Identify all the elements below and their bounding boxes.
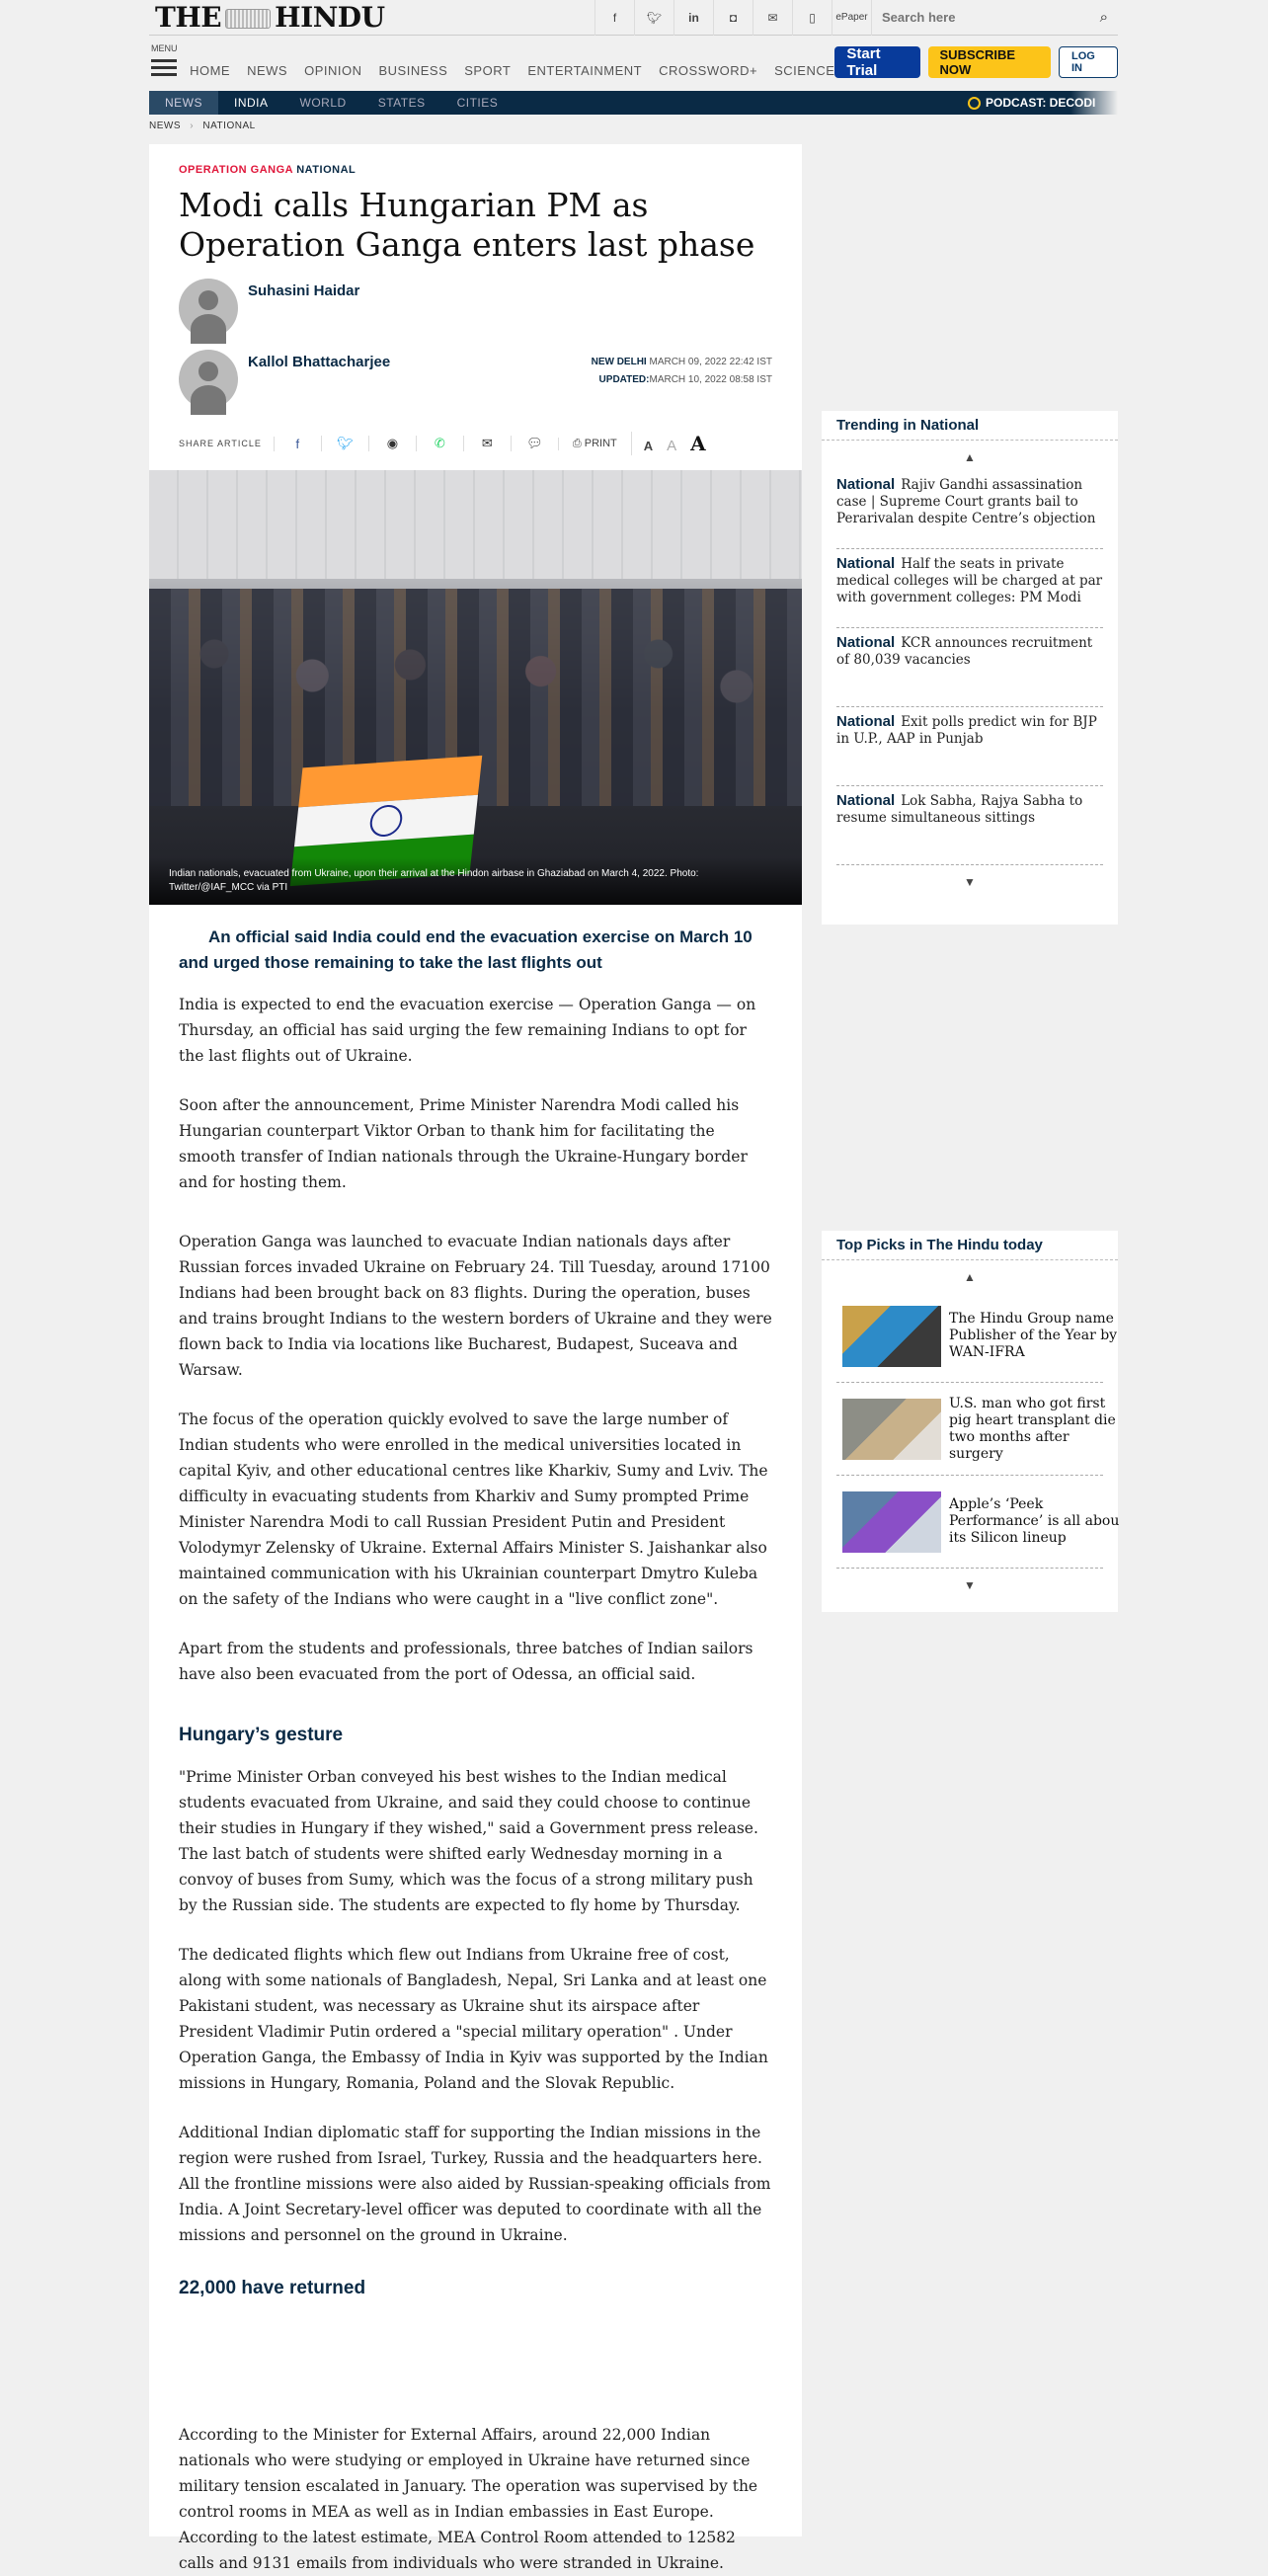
- author-name[interactable]: Suhasini Haidar: [248, 282, 360, 299]
- top-picks-widget: [822, 1231, 1118, 1612]
- trending-item[interactable]: [836, 786, 1103, 865]
- podcast-label: PODCAST: DECODI: [986, 96, 1096, 110]
- account-buttons: [834, 46, 1118, 78]
- section-world[interactable]: WORLD: [299, 96, 347, 110]
- nav-science[interactable]: SCIENCE: [774, 62, 835, 78]
- line: its Silicon lineup: [949, 1530, 1067, 1546]
- facebook-icon[interactable]: f: [594, 0, 634, 36]
- thumbnail-image: [842, 1399, 941, 1460]
- main-nav: [149, 36, 1118, 89]
- trending-tag: National: [836, 792, 896, 809]
- article-body: [149, 992, 802, 2576]
- login-button[interactable]: LOG IN: [1059, 46, 1118, 78]
- trending-text: Exit polls predict win for BJP in U.P., AAP in Punjab: [836, 714, 1097, 747]
- top-pick-text: [949, 1496, 1119, 1547]
- section-states[interactable]: STATES: [377, 96, 426, 110]
- paragraph: According to the Minister for External Affairs, around 22,000 Indian nationals who were studying or employed in Ukraine have returned since military tension escalated in January. The operation was supervised by the control rooms in MEA as well as in Indian embassies in East Europe. According to the latest estimate, MEA Control Room attended to 12582 calls and 9131 emails from individuals who were stranded in Ukraine.: [179, 2426, 758, 2572]
- top-pick-item[interactable]: [836, 1290, 1118, 1383]
- instagram-icon[interactable]: ◘: [713, 0, 753, 36]
- line: surgery: [949, 1445, 1003, 1462]
- nav-entertainment[interactable]: ENTERTAINMENT: [527, 62, 643, 78]
- section-heading: 22,000 have returned: [179, 2278, 366, 2298]
- ad-space: [179, 2299, 772, 2406]
- trending-title: Trending in National: [822, 411, 1118, 441]
- page-wrapper: [149, 0, 1120, 2572]
- twitter-icon[interactable]: 🐦︎: [634, 0, 674, 36]
- share-reddit-icon[interactable]: ◉: [368, 436, 416, 451]
- paragraph: Soon after the announcement, Prime Minister Narendra Modi called his Hungarian counterpart Viktor Orban to thank him for facilitating the smooth transfer of Indian nationals through the Ukraine-Hungary border and for hosting them.: [179, 1096, 748, 1191]
- author-2: [179, 350, 772, 411]
- sidebar: [822, 411, 1118, 1612]
- article-title: Modi calls Hungarian PM as Operation Ganga enters last phase: [179, 186, 755, 264]
- trending-tag: National: [836, 713, 896, 730]
- menu-label: MENU: [151, 43, 178, 53]
- font-reset-button[interactable]: A: [667, 438, 677, 454]
- section-bar: [149, 91, 1118, 115]
- photo-ceiling: [149, 470, 802, 579]
- mobile-icon[interactable]: ▯: [792, 0, 832, 36]
- share-twitter-icon[interactable]: 🐦︎: [321, 436, 368, 451]
- social-links: [594, 0, 1118, 36]
- linkedin-icon[interactable]: in: [674, 0, 713, 36]
- paragraph: Additional Indian diplomatic staff for supporting the Indian missions in the region were rushed from Israel, Turkey, Russia and the headquarters here. All the frontline missions were also aided by Russian-speaking officials from India. A Joint Secretary-level officer was deputed to coordinate with all the missions and personnel on the ground in Ukraine.: [179, 2124, 771, 2244]
- paragraph: India is expected to end the evacuation exercise — Operation Ganga — on Thursday, an official has said urging the few remaining Indians to opt for the last flights out of Ukraine.: [179, 996, 756, 1065]
- breadcrumb-national[interactable]: NATIONAL: [202, 121, 256, 131]
- paragraph: Apart from the students and professionals, three batches of Indian sailors have also been evacuated from the port of Odessa, an official said.: [179, 1640, 753, 1683]
- updated-date: MARCH 10, 2022 08:58 IST: [649, 374, 772, 385]
- thumbnail-image: [842, 1491, 941, 1553]
- section-news[interactable]: NEWS: [149, 91, 218, 115]
- nav-opinion[interactable]: OPINION: [304, 62, 362, 78]
- line: The Hindu Group name: [949, 1311, 1114, 1327]
- podcast-link[interactable]: [960, 91, 1118, 115]
- breadcrumb-separator-icon: ›: [190, 121, 195, 131]
- top-bar: [149, 0, 1118, 36]
- line: U.S. man who got first: [949, 1395, 1106, 1411]
- email-icon[interactable]: ✉: [753, 0, 792, 36]
- avatar: [179, 350, 238, 409]
- share-toolbar: [179, 429, 772, 458]
- paragraph: "Prime Minister Orban conveyed his best wishes to the Indian medical students evacuated from Ukraine, and said they could choose to continue their studies in Hungary if they wished," said a Government press release. The last batch of students were shifted early Wednesday morning in a convoy of buses from Sumy, which was the focus of a strong military push by the Russian side. The students are expected to fly home by Thursday.: [179, 1768, 758, 1914]
- top-pick-item[interactable]: [836, 1476, 1120, 1569]
- comment-icon[interactable]: 💬︎: [511, 436, 558, 451]
- play-icon: [968, 97, 981, 110]
- scroll-down-icon[interactable]: ▼: [964, 1578, 976, 1592]
- search-icon[interactable]: ⌕: [1099, 9, 1108, 26]
- print-button[interactable]: [558, 438, 631, 450]
- nav-links: [190, 63, 834, 78]
- nav-crossword[interactable]: CROSSWORD+: [659, 62, 758, 78]
- line: Publisher of the Year by: [949, 1328, 1118, 1343]
- start-trial-button[interactable]: Start Trial: [834, 46, 919, 78]
- trending-item[interactable]: [836, 707, 1103, 786]
- trending-item[interactable]: [836, 628, 1103, 707]
- photo-caption: Indian nationals, evacuated from Ukraine, upon their arrival at the Hindon airbase in Ghaziabad on March 4, 2022. Photo: Twitter/@IAF_MCC via PTI: [149, 857, 802, 905]
- author-1: [179, 279, 772, 340]
- top-pick-item[interactable]: [836, 1383, 1116, 1476]
- article-kicker: [179, 164, 772, 176]
- scroll-up-icon[interactable]: ▲: [964, 1270, 976, 1284]
- font-decrease-button[interactable]: A: [643, 439, 654, 453]
- site-logo[interactable]: THE HINDU: [155, 1, 385, 34]
- kicker-section[interactable]: NATIONAL: [296, 164, 357, 176]
- search-input[interactable]: [882, 10, 1100, 25]
- updated-label: UPDATED:: [598, 374, 650, 385]
- top-pick-text: [949, 1311, 1117, 1361]
- section-india[interactable]: INDIA: [234, 96, 269, 110]
- share-label: SHARE ARTICLE: [179, 439, 262, 448]
- line: Apple’s ‘Peek: [949, 1496, 1044, 1512]
- breadcrumb: [149, 121, 1118, 131]
- nav-business[interactable]: BUSINESS: [378, 62, 448, 78]
- article-dates: [592, 354, 772, 389]
- thumbnail-image: [842, 1306, 941, 1367]
- share-email-icon[interactable]: ✉: [463, 436, 511, 451]
- print-label: PRINT: [584, 437, 617, 449]
- line: WAN-IFRA: [949, 1344, 1025, 1360]
- author-name[interactable]: Kallol Bhattacharjee: [248, 354, 391, 370]
- font-increase-button[interactable]: A: [690, 432, 706, 455]
- scroll-up-icon[interactable]: ▲: [964, 450, 976, 464]
- trending-text: Half the seats in private medical colleges will be charged at par with government colleges: PM Modi: [836, 556, 1103, 605]
- breadcrumb-news[interactable]: NEWS: [149, 121, 181, 131]
- trending-widget: [822, 411, 1118, 925]
- line: two months after: [949, 1428, 1070, 1445]
- nav-sport[interactable]: SPORT: [464, 62, 512, 78]
- scroll-down-icon[interactable]: ▼: [964, 875, 976, 889]
- paragraph: The focus of the operation quickly evolved to save the large number of Indian students who were enrolled in the medical universities located in capital Kyiv, and other educational centres like Kharkiv, Sumy and Lviv. The difficulty in evacuating students from Kharkiv and Sumy prompted Prime Minister Narendra Modi to call Russian President Putin and President Volodymyr Zelensky of Ukraine. External Affairs Minister S. Jaishankar also maintained communication with his Ukrainian counterpart Dmytro Kuleba on the safety of the Indians who were caught in a "live conflict zone".: [179, 1410, 768, 1608]
- trending-text: Lok Sabha, Rajya Sabha to resume simultaneous sittings: [836, 793, 1083, 826]
- trending-tag: National: [836, 476, 896, 493]
- article-photo: [149, 470, 802, 905]
- trending-tag: National: [836, 634, 896, 651]
- search-box: [871, 0, 1118, 36]
- dateline: NEW DELHI: [591, 357, 647, 367]
- menu-button[interactable]: [149, 36, 186, 89]
- nav-home[interactable]: HOME: [190, 62, 231, 78]
- article: [149, 144, 802, 2572]
- kicker-tag[interactable]: OPERATION GANGA: [179, 164, 293, 176]
- section-cities[interactable]: CITIES: [456, 96, 499, 110]
- epaper-link[interactable]: ePaper: [832, 0, 871, 36]
- top-picks-title: Top Picks in The Hindu today: [822, 1231, 1118, 1260]
- nav-news[interactable]: NEWS: [247, 62, 288, 78]
- font-size-controls: [631, 432, 706, 455]
- subscribe-button[interactable]: SUBSCRIBE NOW: [928, 46, 1051, 78]
- avatar: [179, 279, 238, 338]
- hamburger-icon: [151, 59, 177, 80]
- published-date: MARCH 09, 2022 22:42 IST: [649, 357, 772, 367]
- top-pick-text: [949, 1396, 1116, 1463]
- emblem-icon: [225, 9, 271, 29]
- share-facebook-icon[interactable]: f: [274, 437, 321, 451]
- share-whatsapp-icon[interactable]: ✆: [416, 436, 463, 451]
- trending-text: KCR announces recruitment of 80,039 vacancies: [836, 635, 1093, 668]
- trending-item[interactable]: [836, 470, 1103, 549]
- print-icon: ⎙: [572, 437, 582, 449]
- article-subheadline: An official said India could end the evacuation exercise on March 10 and urged those remaining to take the last flights out: [179, 927, 753, 972]
- line: Performance’ is all abou: [949, 1513, 1120, 1529]
- section-heading: Hungary’s gesture: [179, 1725, 344, 1745]
- paragraph: Operation Ganga was launched to evacuate Indian nationals days after Russian forces invaded Ukraine on February 24. Till Tuesday, around 17100 Indians had been brought back on 83 flights. During the operation, buses and trains brought Indians to the western borders of Ukraine and they were flown back to India via locations like Bucharest, Budapest, Suceava and Warsaw.: [179, 1233, 772, 1379]
- trending-tag: National: [836, 555, 896, 572]
- trending-text: Rajiv Gandhi assassination case | Supreme Court grants bail to Perarivalan despite Centre’s objection: [836, 477, 1096, 526]
- line: pig heart transplant die: [949, 1411, 1116, 1428]
- paragraph: The dedicated flights which flew out Indians from Ukraine free of cost, along with some nationals of Bangladesh, Nepal, Sri Lanka and at least one Pakistani student, was necessary as Ukraine shut its airspace after President Vladimir Putin ordered a "special military operation" . Under Operation Ganga, the Embassy of India in Kyiv was supported by the Indian missions in Hungary, Romania, Poland and the Slovak Republic.: [179, 1946, 768, 2092]
- trending-item[interactable]: [836, 549, 1103, 628]
